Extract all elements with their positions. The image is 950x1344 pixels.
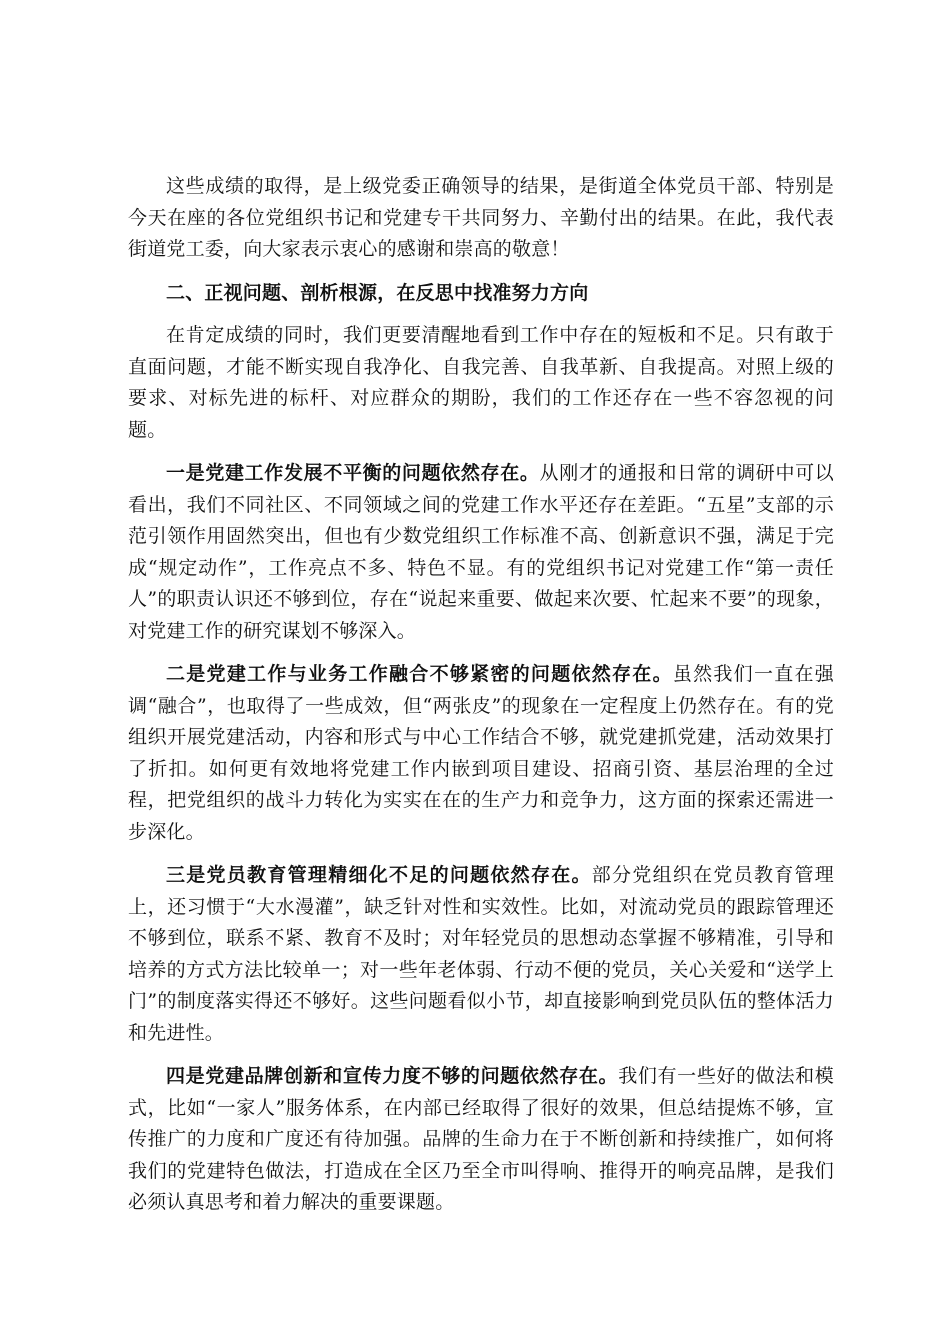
paragraph-text: 在肯定成绩的同时，我们更要清醒地看到工作中存在的短板和不足。只有敢于直面问题，才能不断实现自我净化、自我完善、自我革新、自我提高。对照上级的要求、对标先进的标杆、对应群众的期盼，我们的工作还存在一些不容忽视的问题。 <box>128 324 834 441</box>
section-heading: 二、正视问题、剖析根源，在反思中找准努力方向 <box>166 281 589 304</box>
paragraph-intro <box>128 320 834 446</box>
paragraph-lead: 四是党建品牌创新和宣传力度不够的问题依然存在。 <box>166 1065 619 1087</box>
paragraph-issue-4 <box>128 1061 834 1219</box>
paragraph-lead: 三是党员教育管理精细化不足的问题依然存在。 <box>166 864 592 886</box>
paragraph-achievements <box>128 171 834 266</box>
paragraph-text: 我们有一些好的做法和模式，比如“一家人”服务体系，在内部已经取得了很好的效果，但总结提炼不够，宣传推广的力度和广度还有待加强。品牌的生命力在于不断创新和持续推广，如何将我们的党建特色做法，打造成在全区乃至全市叫得响、推得开的响亮品牌，是我们必须认真思考和着力解决的重要课题。 <box>128 1065 834 1213</box>
paragraph-lead: 二是党建工作与业务工作融合不够紧密的问题依然存在。 <box>166 663 673 685</box>
paragraph-lead: 一是党建工作发展不平衡的问题依然存在。 <box>166 462 540 484</box>
paragraph-issue-2 <box>128 659 834 848</box>
paragraph-issue-3 <box>128 860 834 1049</box>
paragraph-issue-1 <box>128 458 834 647</box>
paragraph-text: 部分党组织在党员教育管理上，还习惯于“大水漫灌”，缺乏针对性和实效性。比如，对流动党员的跟踪管理还不够到位，联系不紧、教育不及时；对年轻党员的思想动态掌握不够精准，引导和培养的方式方法比较单一；对一些年老体弱、行动不便的党员，关心关爱和“送学上门”的制度落实得还不够好。这些问题看似小节，却直接影响到党员队伍的整体活力和先进性。 <box>128 864 835 1044</box>
paragraph-text: 从刚才的通报和日常的调研中可以看出，我们不同社区、不同领域之间的党建工作水平还存在差距。“五星”支部的示范引领作用固然突出，但也有少数党组织工作标准不高、创新意识不强，满足于完成“规定动作”，工作亮点不多、特色不显。有的党组织书记对党建工作“第一责任人”的职责认识还不够到位，存在“说起来重要、做起来次要、忙起来不要”的现象，对党建工作的研究谋划不够深入。 <box>128 462 834 642</box>
paragraph-text: 这些成绩的取得，是上级党委正确领导的结果，是街道全体党员干部、特别是今天在座的各位党组织书记和党建专干共同努力、辛勤付出的结果。在此，我代表街道党工委，向大家表示衷心的感谢和崇高的敬意！ <box>128 175 834 260</box>
document-body <box>128 171 834 1219</box>
paragraph-text: 虽然我们一直在强调“融合”，也取得了一些成效，但“两张皮”的现象在一定程度上仍然存在。有的党组织开展党建活动，内容和形式与中心工作结合不够，就党建抓党建，活动效果打了折扣。如何更有效地将党建工作内嵌到项目建设、招商引资、基层治理的全过程，把党组织的战斗力转化为实实在在的生产力和竞争力，这方面的探索还需进一步深化。 <box>128 663 834 843</box>
